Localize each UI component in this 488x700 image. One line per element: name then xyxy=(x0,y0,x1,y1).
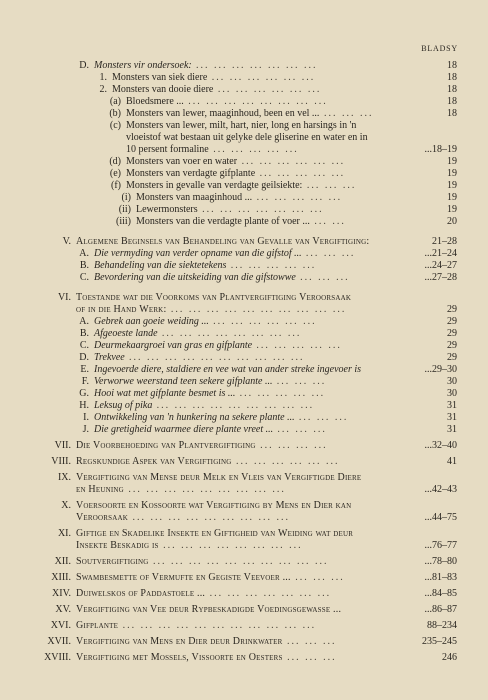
entry-title: Monsters van die verdagte plante of voer ... ... ... xyxy=(136,216,346,227)
entry-number: (f) xyxy=(111,180,121,191)
entry-title: Giftige en Skadelike Insekte en Giftigheid van Weiding wat deur xyxy=(76,528,354,539)
page-number: 18 xyxy=(447,60,457,71)
entry-title: Trekvee ... ... ... ... ... ... ... ... ... ... xyxy=(94,352,305,363)
entry-title: Monsters van dooie diere ... ... ... ... ... ... xyxy=(112,84,322,95)
entry-number: D. xyxy=(79,60,89,71)
entry-title: Monsters in gevalle van verdagte geilsiekte: ... ... ... xyxy=(126,180,357,191)
dot-leader: ... ... ... ... ... ... ... ... ... ... xyxy=(166,304,347,315)
entry-title: Monsters van verdagte gifplante ... ... ... ... ... xyxy=(126,168,346,179)
entry-title: Lewermonsters ... ... ... ... ... ... ... xyxy=(136,204,324,215)
dot-leader: ... ... ... ... ... ... ... ... ... xyxy=(152,400,315,411)
page-number: 30 xyxy=(447,376,457,387)
dot-leader: ... ... ... ... ... ... ... ... ... xyxy=(128,512,291,523)
entry-title: Monsters van lewer, milt, hart, nier, long en harsings in 'n xyxy=(126,120,357,131)
dot-leader: ... ... ... ... ... ... xyxy=(208,316,317,327)
entry-title: Die Voorbehoeding van Plantvergiftiging ... ... ... ... xyxy=(76,440,328,451)
entry-title: Vergiftiging van Vee deur Rypbeskadigde Voedingsgewasse ... xyxy=(76,604,342,615)
entry-number: VII. xyxy=(54,440,71,451)
page-number: ...27–28 xyxy=(424,272,457,283)
entry-number: (iii) xyxy=(116,216,131,227)
page-number: 20 xyxy=(447,216,457,227)
entry-number: (a) xyxy=(109,96,121,107)
page-number: ...18–19 xyxy=(424,144,457,155)
entry-title: Monsters van lewer, maaginhoud, been en vel ... ... ... ... xyxy=(126,108,374,119)
entry-number: H. xyxy=(79,400,89,411)
page-number: 29 xyxy=(447,352,457,363)
dot-leader: ... ... ... ... ... ... xyxy=(207,72,316,83)
page-number: 235–245 xyxy=(422,636,457,647)
entry-title: Gifplante ... ... ... ... ... ... ... ... ... ... ... xyxy=(76,620,317,631)
dot-leader: ... ... ... ... ... ... ... ... ... ... xyxy=(148,556,329,567)
entry-number: 2. xyxy=(99,84,107,95)
entry-title: of in die Hand Werk: ... ... ... ... ... ... ... ... ... ... xyxy=(76,304,347,315)
dot-leader: ... ... ... ... ... ... ... ... xyxy=(157,328,302,339)
entry-number: 1. xyxy=(99,72,107,83)
dot-leader: ... ... ... ... ... xyxy=(255,168,346,179)
entry-number: XII. xyxy=(54,556,71,567)
entry-title: Ingevoerde diere, staldiere en vee wat van ander streke ingevoer is xyxy=(94,364,362,375)
entry-title: Monsters van siek diere ... ... ... ... ... ... xyxy=(112,72,316,83)
entry-number: IX. xyxy=(57,472,71,483)
entry-title: Monsters vir ondersoek: ... ... ... ... ... ... ... xyxy=(94,60,318,71)
dot-leader: ... ... ... ... ... ... ... ... ... xyxy=(123,484,286,495)
entry-number: C. xyxy=(79,340,89,351)
page-number: ...44–75 xyxy=(424,512,457,523)
entry-number: (d) xyxy=(109,156,121,167)
dot-leader: ... ... ... xyxy=(319,108,374,119)
entry-number: I. xyxy=(83,412,89,423)
page-number: 29 xyxy=(447,340,457,351)
entry-number: B. xyxy=(79,328,89,339)
dot-leader: ... ... ... ... ... ... ... ... ... ... ... xyxy=(118,620,317,631)
entry-title: Gebrek aan goeie weiding ... ... ... ... ... ... ... xyxy=(94,316,317,327)
page-number: 21–28 xyxy=(432,236,457,247)
entry-title: Vergiftiging van Mense deur Melk en Vleis van Vergiftigde Diere xyxy=(76,472,362,483)
entry-title: Verworwe weerstand teen sekere gifplante ... ... ... ... xyxy=(94,376,327,387)
entry-title: vloeistof wat bestaan uit gelyke dele gliserine en water en in xyxy=(126,132,368,143)
page-number: 31 xyxy=(447,412,457,423)
page-number: 19 xyxy=(447,192,457,203)
page-number: ...21–24 xyxy=(424,248,457,259)
entry-title: Swambesmette of Vermufte en Gegiste Veevoer ... ... ... ... xyxy=(76,572,345,583)
page-number: 41 xyxy=(447,456,457,467)
entry-number: XIII. xyxy=(51,572,71,583)
entry-number: VI. xyxy=(57,292,71,303)
entry-title: Vergiftiging met Mossels, Vissoorte en Oesters ... ... ... xyxy=(76,652,337,663)
entry-number: J. xyxy=(82,424,89,435)
dot-leader: ... ... ... ... ... ... xyxy=(237,156,346,167)
page-number: 246 xyxy=(442,652,457,663)
dot-leader: ... ... ... ... ... ... ... xyxy=(191,60,318,71)
page-number: 29 xyxy=(447,316,457,327)
entry-title: Duiwelskos of Paddastoele ... ... ... ... ... ... ... ... xyxy=(76,588,332,599)
entry-title: Veroorsaak ... ... ... ... ... ... ... ... ... xyxy=(76,512,291,523)
entry-title: Vergiftiging van Mens en Dier deur Drinkwater ... ... ... xyxy=(76,636,337,647)
page-number: ...78–80 xyxy=(424,556,457,567)
dot-leader: ... ... ... ... ... xyxy=(226,260,317,271)
page-number: ...42–43 xyxy=(424,484,457,495)
entry-number: XVIII. xyxy=(44,652,71,663)
page-number: ...24–27 xyxy=(424,260,457,271)
dot-leader: ... ... ... xyxy=(282,636,337,647)
entry-number: B. xyxy=(79,260,89,271)
page-number: ...81–83 xyxy=(424,572,457,583)
dot-leader: ... ... ... ... ... xyxy=(208,144,299,155)
entry-title: en Heuning ... ... ... ... ... ... ... ... ... xyxy=(76,484,286,495)
entry-number: A. xyxy=(79,316,89,327)
dot-leader: ... ... ... ... ... xyxy=(252,340,343,351)
page-number: 19 xyxy=(447,156,457,167)
entry-number: A. xyxy=(79,248,89,259)
entry-title: Algemene Beginsels van Behandeling van Gevalle van Vergiftiging: xyxy=(76,236,370,247)
page-number: 29 xyxy=(447,304,457,315)
entry-number: C. xyxy=(79,272,89,283)
page-number: 19 xyxy=(447,180,457,191)
page-number: ...32–40 xyxy=(424,440,457,451)
dot-leader: ... ... ... ... ... ... xyxy=(231,456,340,467)
page-number: ...86–87 xyxy=(424,604,457,615)
entry-number: XVI. xyxy=(50,620,71,631)
entry-title: Regskundige Aspek van Vergiftiging ... ... ... ... ... ... xyxy=(76,456,340,467)
entry-title: Die gretigheid waarmee diere plante vreet ... ... ... ... xyxy=(94,424,328,435)
entry-number: (ii) xyxy=(118,204,131,215)
dot-leader: ... ... ... ... ... ... ... ... ... ... xyxy=(124,352,305,363)
page-number: 31 xyxy=(447,424,457,435)
dot-leader: ... ... ... ... ... ... ... xyxy=(205,588,332,599)
entry-title: Afgeoeste lande ... ... ... ... ... ... ... ... xyxy=(94,328,302,339)
entry-number: XI. xyxy=(57,528,71,539)
entry-title: Leksug of pika ... ... ... ... ... ... ... ... ... xyxy=(94,400,315,411)
dot-leader: ... ... ... ... ... ... xyxy=(213,84,322,95)
page-number: 19 xyxy=(447,168,457,179)
page-number: ...84–85 xyxy=(424,588,457,599)
entry-title: Toestande wat die Voorkoms van Plantvergiftiging Veroorsaak xyxy=(76,292,352,303)
page-number: 29 xyxy=(447,328,457,339)
entry-title: Bevordering van die uitskeiding van die gifstowwe ... ... ... xyxy=(94,272,350,283)
dot-leader: ... ... ... xyxy=(273,424,328,435)
dot-leader: ... ... ... ... ... ... ... ... xyxy=(158,540,303,551)
page-number: 18 xyxy=(447,96,457,107)
dot-leader: ... ... ... xyxy=(272,376,327,387)
entry-title: 10 persent formaline ... ... ... ... ... xyxy=(126,144,299,155)
dot-leader: ... ... ... xyxy=(290,572,345,583)
entry-number: D. xyxy=(79,352,89,363)
entry-title: Voersoorte en Kossoorte wat Vergiftiging by Mens en Dier kan xyxy=(76,500,352,511)
dot-leader: ... ... ... ... ... xyxy=(252,192,343,203)
entry-number: G. xyxy=(79,388,89,399)
entry-title: Hooi wat met gifplante besmet is ... ... ... ... ... ... xyxy=(94,388,326,399)
entry-title: Die vermyding van verder opname van die gifstof ... ... ... ... xyxy=(94,248,356,259)
dot-leader: ... ... ... xyxy=(282,652,337,663)
page-number: 18 xyxy=(447,84,457,95)
dot-leader: ... ... ... ... ... xyxy=(235,388,326,399)
dot-leader: ... ... ... ... ... ... ... xyxy=(197,204,324,215)
dot-leader: ... ... ... xyxy=(302,180,357,191)
dot-leader: ... ... ... ... xyxy=(255,440,328,451)
page-number: 30 xyxy=(447,388,457,399)
entry-number: X. xyxy=(61,500,71,511)
entry-number: XIV. xyxy=(52,588,71,599)
dot-leader: ... ... xyxy=(309,216,346,227)
entry-number: F. xyxy=(81,376,89,387)
page-number: ...76–77 xyxy=(424,540,457,551)
page-column-header: BLADSY xyxy=(421,44,458,53)
entry-title: Behandeling van die siektetekens ... ... ... ... ... xyxy=(94,260,317,271)
page-number: 18 xyxy=(447,108,457,119)
entry-title: Bloedsmere ... ... ... ... ... ... ... ... ... xyxy=(126,96,328,107)
page-number: 18 xyxy=(447,72,457,83)
entry-number: XV. xyxy=(55,604,71,615)
entry-number: V. xyxy=(62,236,71,247)
entry-number: XVII. xyxy=(47,636,71,647)
entry-title: Monsters van maaginhoud ... ... ... ... ... ... xyxy=(136,192,343,203)
page-number: 88–234 xyxy=(427,620,457,631)
entry-number: VIII. xyxy=(51,456,71,467)
entry-title: Monsters van voer en water ... ... ... ... ... ... xyxy=(126,156,346,167)
entry-title: Ontwikkeling van 'n hunkering na sekere plante ... ... ... ... xyxy=(94,412,349,423)
dot-leader: ... ... ... xyxy=(294,412,349,423)
entry-number: E. xyxy=(80,364,89,375)
dot-leader: ... ... ... xyxy=(295,272,350,283)
page-number: 19 xyxy=(447,204,457,215)
dot-leader: ... ... ... xyxy=(301,248,356,259)
entry-title: Soutvergiftiging ... ... ... ... ... ... ... ... ... ... xyxy=(76,556,329,567)
entry-number: (e) xyxy=(109,168,121,179)
entry-number: (b) xyxy=(109,108,121,119)
page-number: ...29–30 xyxy=(424,364,457,375)
entry-title: Insekte Beskadig is ... ... ... ... ... ... ... ... xyxy=(76,540,303,551)
entry-number: (c) xyxy=(109,120,121,131)
dot-leader: ... ... ... ... ... ... ... ... xyxy=(183,96,328,107)
page-number: 31 xyxy=(447,400,457,411)
entry-title: Deurmekaargroei van gras en gifplante ... ... ... ... ... xyxy=(94,340,343,351)
entry-number: (i) xyxy=(121,192,131,203)
